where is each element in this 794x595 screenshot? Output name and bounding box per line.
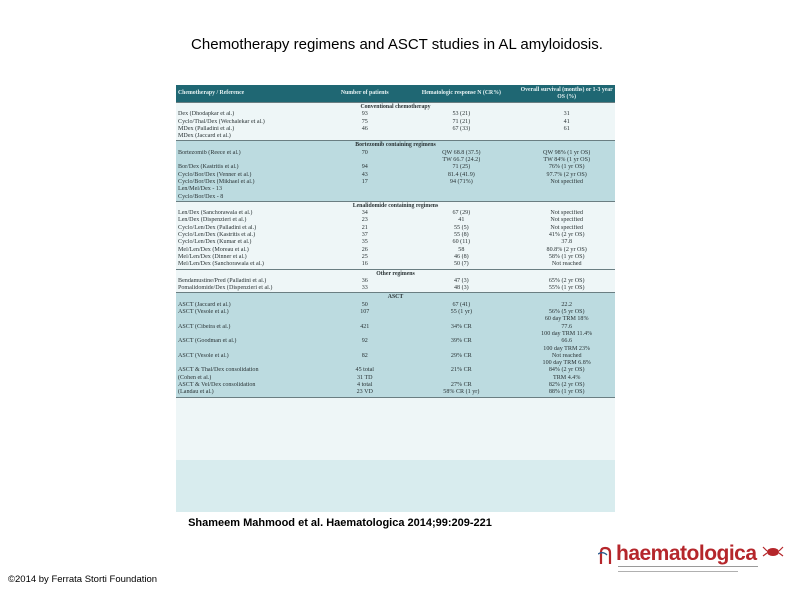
cell-survival: 31 xyxy=(518,111,615,118)
cell-survival: 80.8% (2 yr OS) xyxy=(518,247,615,254)
cell-patients: 4 total xyxy=(325,382,404,389)
cell-response: 81.4 (41.9) xyxy=(404,172,518,179)
logo-subtitle xyxy=(618,564,758,572)
cell-regimen: Cyclo/Bor/Dex (Mikhael et al.) xyxy=(176,179,325,186)
table-header-row xyxy=(176,85,615,103)
header-response: Hematologic response N (CR%) xyxy=(404,85,518,103)
table-row xyxy=(176,194,615,202)
cell-regimen: ASCT (Jaccard et al.) xyxy=(176,302,325,309)
cell-response: 39% CR xyxy=(404,338,518,345)
table-row xyxy=(176,210,615,217)
cell-regimen: MDex (Jaccard et al.) xyxy=(176,133,325,141)
section-title: ASCT xyxy=(176,293,615,302)
cell-survival: 65% (2 yr OS) xyxy=(518,278,615,285)
cell-regimen: ASCT (Vesole et al.) xyxy=(176,353,325,360)
cell-regimen: ASCT & Vel/Dex consolidation xyxy=(176,382,325,389)
table-row xyxy=(176,389,615,396)
cell-patients: 37 xyxy=(325,232,404,239)
table-row xyxy=(176,360,615,367)
table-row xyxy=(176,133,615,141)
cell-survival: 37.8 xyxy=(518,239,615,246)
table-row xyxy=(176,172,615,179)
cell-survival xyxy=(518,194,615,202)
cell-patients: 75 xyxy=(325,119,404,126)
table-row xyxy=(176,239,615,246)
cell-patients: 25 xyxy=(325,254,404,261)
cell-survival: 84% (2 yr OS) xyxy=(518,367,615,374)
table-row xyxy=(176,254,615,261)
table-row xyxy=(176,164,615,171)
table-row xyxy=(176,367,615,374)
cell-survival: Not reached xyxy=(518,353,615,360)
cell-response: 71 (21) xyxy=(404,119,518,126)
cell-regimen: Cyclo/Len/Dex (Kumar et al.) xyxy=(176,239,325,246)
cell-regimen: Bor/Dex (Kastritis et al.) xyxy=(176,164,325,171)
cell-survival: Not specified xyxy=(518,179,615,186)
cell-patients: 34 xyxy=(325,210,404,217)
cell-regimen: Dex (Dhodapkar et al.) xyxy=(176,111,325,118)
cell-regimen xyxy=(176,331,325,338)
slide-title: Chemotherapy regimens and ASCT studies in AL amyloidosis. xyxy=(191,36,603,53)
cell-patients xyxy=(325,316,404,323)
cell-regimen: Len/Dex (Dispenzieri et al.) xyxy=(176,217,325,224)
cell-patients: 93 xyxy=(325,111,404,118)
cell-response xyxy=(404,360,518,367)
cell-regimen: Bortezomib (Reece et al.) xyxy=(176,150,325,157)
cell-response xyxy=(404,331,518,338)
cell-response: 67 (41) xyxy=(404,302,518,309)
cell-survival: 97.7% (2 yr OS) xyxy=(518,172,615,179)
cell-response xyxy=(404,316,518,323)
cell-regimen: Cyclo/Bor/Dex (Venner et al.) xyxy=(176,172,325,179)
cell-patients: 17 xyxy=(325,179,404,186)
cell-patients: 21 xyxy=(325,225,404,232)
haematologica-logo[interactable] xyxy=(598,542,788,578)
cell-regimen xyxy=(176,346,325,353)
cell-survival: 82% (2 yr OS) xyxy=(518,382,615,389)
cell-survival: Not specified xyxy=(518,210,615,217)
cell-response: 50 (7) xyxy=(404,261,518,269)
table-row xyxy=(176,119,615,126)
cell-regimen: Mel/Len/Dex (Sanchorawala et al.) xyxy=(176,261,325,269)
cell-survival: Not specified xyxy=(518,217,615,224)
cell-patients xyxy=(325,194,404,202)
cell-response: TW 66.7 (24.2) xyxy=(404,157,518,164)
cell-survival: 22.2 xyxy=(518,302,615,309)
cell-patients: 43 xyxy=(325,172,404,179)
cell-patients: 31 TD xyxy=(325,375,404,382)
cell-survival: 61 xyxy=(518,126,615,133)
cell-patients: 23 xyxy=(325,217,404,224)
cell-patients xyxy=(325,360,404,367)
table-row xyxy=(176,338,615,345)
cell-patients: 36 xyxy=(325,278,404,285)
cell-patients: 70 xyxy=(325,150,404,157)
cell-regimen: (Landau et al.) xyxy=(176,389,325,396)
cell-regimen: Cyclo/Bor/Dex - 8 xyxy=(176,194,325,202)
cell-regimen: ASCT & Thal/Dex consolidation xyxy=(176,367,325,374)
section-title: Conventional chemotherapy xyxy=(176,103,615,112)
chemotherapy-table xyxy=(176,85,615,512)
header-survival: Overall survival (months) or 1-3 year OS (%) xyxy=(518,85,615,103)
cell-patients: 16 xyxy=(325,261,404,269)
cell-survival: TW 84% (1 yr OS) xyxy=(518,157,615,164)
cell-regimen: Cyclo/Thal/Dex (Wechalekar et al.) xyxy=(176,119,325,126)
cell-response: 71 (25) xyxy=(404,164,518,171)
table-row xyxy=(176,353,615,360)
cell-response: 94 (71%) xyxy=(404,179,518,186)
logo-wordmark: haematologica xyxy=(616,542,757,565)
cell-response: QW 68.8 (37.5) xyxy=(404,150,518,157)
cell-regimen: ASCT (Cibeira et al.) xyxy=(176,324,325,331)
cell-response: 29% CR xyxy=(404,353,518,360)
cell-patients xyxy=(325,186,404,193)
section-title: Bortezomib containing regimens xyxy=(176,141,615,150)
table-row xyxy=(176,126,615,133)
cell-regimen: Mel/Len/Dex (Moreau et al.) xyxy=(176,247,325,254)
cell-patients: 94 xyxy=(325,164,404,171)
table-row xyxy=(176,324,615,331)
copyright: ©2014 by Ferrata Storti Foundation xyxy=(8,574,158,585)
cell-patients: 421 xyxy=(325,324,404,331)
cell-regimen: ASCT (Goodman et al.) xyxy=(176,338,325,345)
cell-response xyxy=(404,375,518,382)
cell-survival: 41% (2 yr OS) xyxy=(518,232,615,239)
cell-response xyxy=(404,194,518,202)
cell-response: 46 (8) xyxy=(404,254,518,261)
table-row xyxy=(176,217,615,224)
cell-survival: TRM 4.4% xyxy=(518,375,615,382)
citation: Shameem Mahmood et al. Haematologica 2014;99:209-221 xyxy=(188,517,492,529)
table-row xyxy=(176,375,615,382)
cell-patients: 33 xyxy=(325,285,404,293)
cell-patients: 23 VD xyxy=(325,389,404,396)
cell-patients: 35 xyxy=(325,239,404,246)
cell-patients: 107 xyxy=(325,309,404,316)
cell-response: 48 (3) xyxy=(404,285,518,293)
cell-response xyxy=(404,133,518,141)
header-patients: Number of patients xyxy=(325,85,404,103)
cell-regimen: Bendamustine/Pred (Palladini et al.) xyxy=(176,278,325,285)
regimen-table xyxy=(176,85,615,397)
table-row xyxy=(176,261,615,269)
header-chemotherapy: Chemotherapy / Reference xyxy=(176,85,325,103)
table-row xyxy=(176,150,615,157)
cell-regimen xyxy=(176,157,325,164)
cell-survival: 41 xyxy=(518,119,615,126)
cell-survival: 58% (1 yr OS) xyxy=(518,254,615,261)
cell-survival xyxy=(518,186,615,193)
cell-response: 67 (33) xyxy=(404,126,518,133)
cell-patients: 50 xyxy=(325,302,404,309)
cell-survival: 76% (1 yr OS) xyxy=(518,164,615,171)
cell-survival: 88% (1 yr OS) xyxy=(518,389,615,396)
table-row xyxy=(176,331,615,338)
cell-response: 55 (1 yr) xyxy=(404,309,518,316)
logo-mark-icon xyxy=(598,546,614,566)
cell-response xyxy=(404,186,518,193)
cell-regimen: (Cohen et al.) xyxy=(176,375,325,382)
cell-patients xyxy=(325,133,404,141)
cell-regimen: Len/Mel/Dex - 13 xyxy=(176,186,325,193)
cell-response: 67 (29) xyxy=(404,210,518,217)
table-row xyxy=(176,225,615,232)
cell-survival: QW 98% (1 yr OS) xyxy=(518,150,615,157)
cell-regimen: Len/Dex (Sanchorawala et al.) xyxy=(176,210,325,217)
table-row xyxy=(176,382,615,389)
cell-patients: 26 xyxy=(325,247,404,254)
table-body xyxy=(176,103,615,397)
cell-response: 55 (5) xyxy=(404,225,518,232)
table-row xyxy=(176,179,615,186)
cell-response: 58 xyxy=(404,247,518,254)
table-row xyxy=(176,247,615,254)
table-row xyxy=(176,346,615,353)
table-row xyxy=(176,157,615,164)
cell-regimen: Cyclo/Len/Dex (Kastritis et al.) xyxy=(176,232,325,239)
table-row xyxy=(176,285,615,293)
cell-regimen: Cyclo/Len/Dex (Palladini et al.) xyxy=(176,225,325,232)
cell-survival: 100 day TRM 6.8% xyxy=(518,360,615,367)
cell-response: 41 xyxy=(404,217,518,224)
cell-patients: 82 xyxy=(325,353,404,360)
table-row xyxy=(176,186,615,193)
cell-response xyxy=(404,346,518,353)
table-row xyxy=(176,316,615,323)
cell-response: 47 (3) xyxy=(404,278,518,285)
section-header-row xyxy=(176,201,615,210)
cell-response: 21% CR xyxy=(404,367,518,374)
table-row xyxy=(176,278,615,285)
cell-patients xyxy=(325,346,404,353)
cell-survival: 60 day TRM 18% xyxy=(518,316,615,323)
cell-response: 58% CR (1 yr) xyxy=(404,389,518,396)
cell-response: 27% CR xyxy=(404,382,518,389)
cell-response: 34% CR xyxy=(404,324,518,331)
section-title: Other regimens xyxy=(176,269,615,278)
cell-response: 55 (8) xyxy=(404,232,518,239)
cell-survival: 100 day TRM 23% xyxy=(518,346,615,353)
cell-regimen: MDex (Palladini et al.) xyxy=(176,126,325,133)
cell-survival: Not reached xyxy=(518,261,615,269)
cell-response: 60 (11) xyxy=(404,239,518,246)
cell-survival xyxy=(518,133,615,141)
cell-patients xyxy=(325,331,404,338)
cell-survival: 77.6 xyxy=(518,324,615,331)
cell-survival: 55% (1 yr OS) xyxy=(518,285,615,293)
logo-emblem-icon xyxy=(762,544,784,558)
cell-patients: 46 xyxy=(325,126,404,133)
section-header-row xyxy=(176,141,615,150)
table-row xyxy=(176,302,615,309)
cell-response: 53 (21) xyxy=(404,111,518,118)
table-footnote xyxy=(176,397,615,460)
section-header-row xyxy=(176,269,615,278)
table-row xyxy=(176,232,615,239)
cell-regimen: Pomalidomide/Dex (Dispenzieri et al.) xyxy=(176,285,325,293)
cell-regimen xyxy=(176,360,325,367)
cell-survival: 66.6 xyxy=(518,338,615,345)
section-header-row xyxy=(176,293,615,302)
cell-survival: 100 day TRM 11.4% xyxy=(518,331,615,338)
table-row xyxy=(176,309,615,316)
cell-regimen: ASCT (Vesole et al.) xyxy=(176,309,325,316)
table-row xyxy=(176,111,615,118)
cell-regimen xyxy=(176,316,325,323)
cell-survival: Not specified xyxy=(518,225,615,232)
cell-patients: 92 xyxy=(325,338,404,345)
cell-survival: 56% (5 yr OS) xyxy=(518,309,615,316)
cell-patients: 45 total xyxy=(325,367,404,374)
cell-patients xyxy=(325,157,404,164)
section-title: Lenalidomide containing regimens xyxy=(176,201,615,210)
cell-regimen: Mel/Len/Dex (Dinner et al.) xyxy=(176,254,325,261)
section-header-row xyxy=(176,103,615,112)
